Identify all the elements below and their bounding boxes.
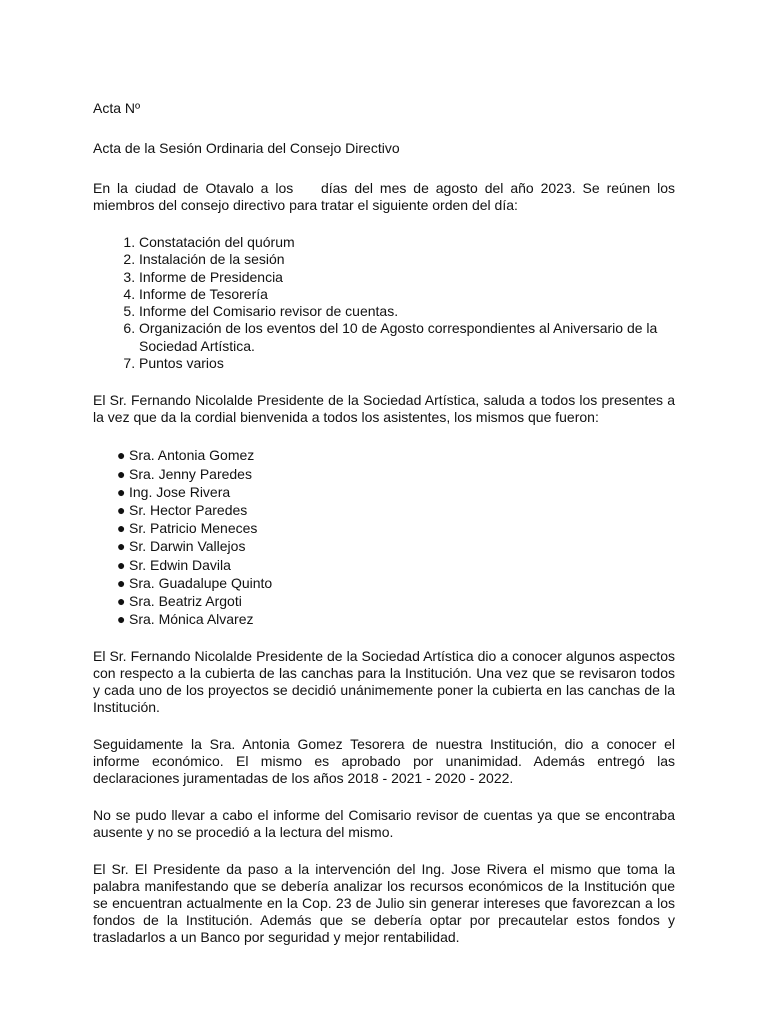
attendee-name: Sr. Hector Paredes: [129, 501, 248, 518]
bullet-icon: ●: [117, 611, 126, 628]
attendee-item: [117, 556, 675, 574]
bullet-icon: ●: [117, 447, 126, 464]
agenda-item: 4. Informe de Tesorería: [139, 286, 675, 303]
attendee-item: [117, 446, 675, 464]
document-title: Acta Nº: [93, 100, 141, 116]
bullet-icon: ●: [117, 593, 126, 609]
presidency-paragraph: El Sr. Fernando Nicolalde Presidente de la Sociedad Artística dio a conocer algunos aspectos con respecto a la cubierta de las canchas para la Institución. Una vez que se revisaron todos y cada uno de los proyectos se decidió unánimemente poner la cubierta en las canchas de la Institución.: [93, 648, 675, 716]
attendee-name: Sr. Edwin Davila: [129, 556, 231, 573]
agenda-item: 1. Constatación del quórum: [139, 234, 675, 251]
intro-paragraph: En la ciudad de Otavalo a los días del mes de agosto del año 2023. Se reúnen los miembros del consejo directivo para tratar el siguiente orden del día:: [93, 180, 679, 213]
attendee-item: [117, 592, 675, 610]
agenda-item: 7. Puntos varios: [139, 355, 675, 372]
bullet-icon: ●: [117, 520, 126, 537]
agenda-item: 3. Informe de Presidencia: [139, 269, 675, 286]
attendee-item: [117, 610, 675, 628]
bullet-icon: ●: [117, 574, 126, 591]
attendee-name: Sra. Antonia Gomez: [129, 447, 255, 464]
welcome-paragraph: El Sr. Fernando Nicolalde Presidente de la Sociedad Artística, saluda a todos los presentes a la vez que da la cordial bienvenida a todos los asistentes, los mismos que fueron:: [93, 392, 675, 426]
attendee-item: [117, 537, 675, 555]
attendee-name: Sr. Patricio Meneces: [129, 520, 258, 537]
bullet-icon: ●: [117, 556, 126, 573]
treasury-paragraph: Seguidamente la Sra. Antonia Gomez Tesorera de nuestra Institución, dio a conocer el informe económico. El mismo es aprobado por unanimidad. Además entregó las declaraciones juramentadas de los años 2018 - 2021 - 2020 - 2022.: [93, 736, 675, 787]
rivera-paragraph: El Sr. El Presidente da paso a la intervención del Ing. Jose Rivera el mismo que toma la palabra manifestando que se debería analizar los recursos económicos de la Institución que se encuentran actualmente en la Cop. 23 de Julio sin generar intereses que favorezcan a los fondos de la Institución. Además que se debería optar por precautelar estos fondos y trasladarlos a un Banco por seguridad y mejor rentabilidad.: [93, 861, 675, 946]
attendee-item: [117, 519, 675, 537]
attendee-item: [117, 574, 675, 592]
attendee-name: Sra. Guadalupe Quinto: [129, 574, 273, 591]
agenda-item: 2. Instalación de la sesión: [139, 251, 675, 268]
attendee-item: [117, 483, 675, 501]
agenda-list: [93, 234, 675, 372]
attendee-name: Sr. Darwin Vallejos: [129, 538, 246, 555]
attendee-item: [117, 465, 675, 483]
attendee-name: Sra. Jenny Paredes: [129, 465, 252, 482]
comisario-paragraph: No se pudo llevar a cabo el informe del Comisario revisor de cuentas ya que se encontraba ausente y no se procedió a la lectura del mismo.: [93, 807, 675, 841]
bullet-icon: ●: [117, 483, 126, 500]
agenda-item: 6. Organización de los eventos del 10 de Agosto correspondientes al Aniversario de la Sociedad Artística.: [139, 320, 675, 355]
bullet-icon: ●: [117, 501, 126, 518]
document-subtitle: Acta de la Sesión Ordinaria del Consejo Directivo: [93, 140, 400, 156]
agenda-item: 5. Informe del Comisario revisor de cuentas.: [139, 303, 675, 320]
bullet-icon: ●: [117, 465, 126, 482]
attendee-item: [117, 501, 675, 519]
attendees-list: [93, 446, 675, 628]
bullet-icon: ●: [117, 538, 126, 555]
document-page: [93, 100, 679, 946]
attendee-name: Ing. Jose Rivera: [129, 483, 231, 500]
attendee-name: Sra. Beatriz Argoti: [129, 593, 242, 609]
attendee-name: Sra. Mónica Alvarez: [129, 611, 254, 628]
